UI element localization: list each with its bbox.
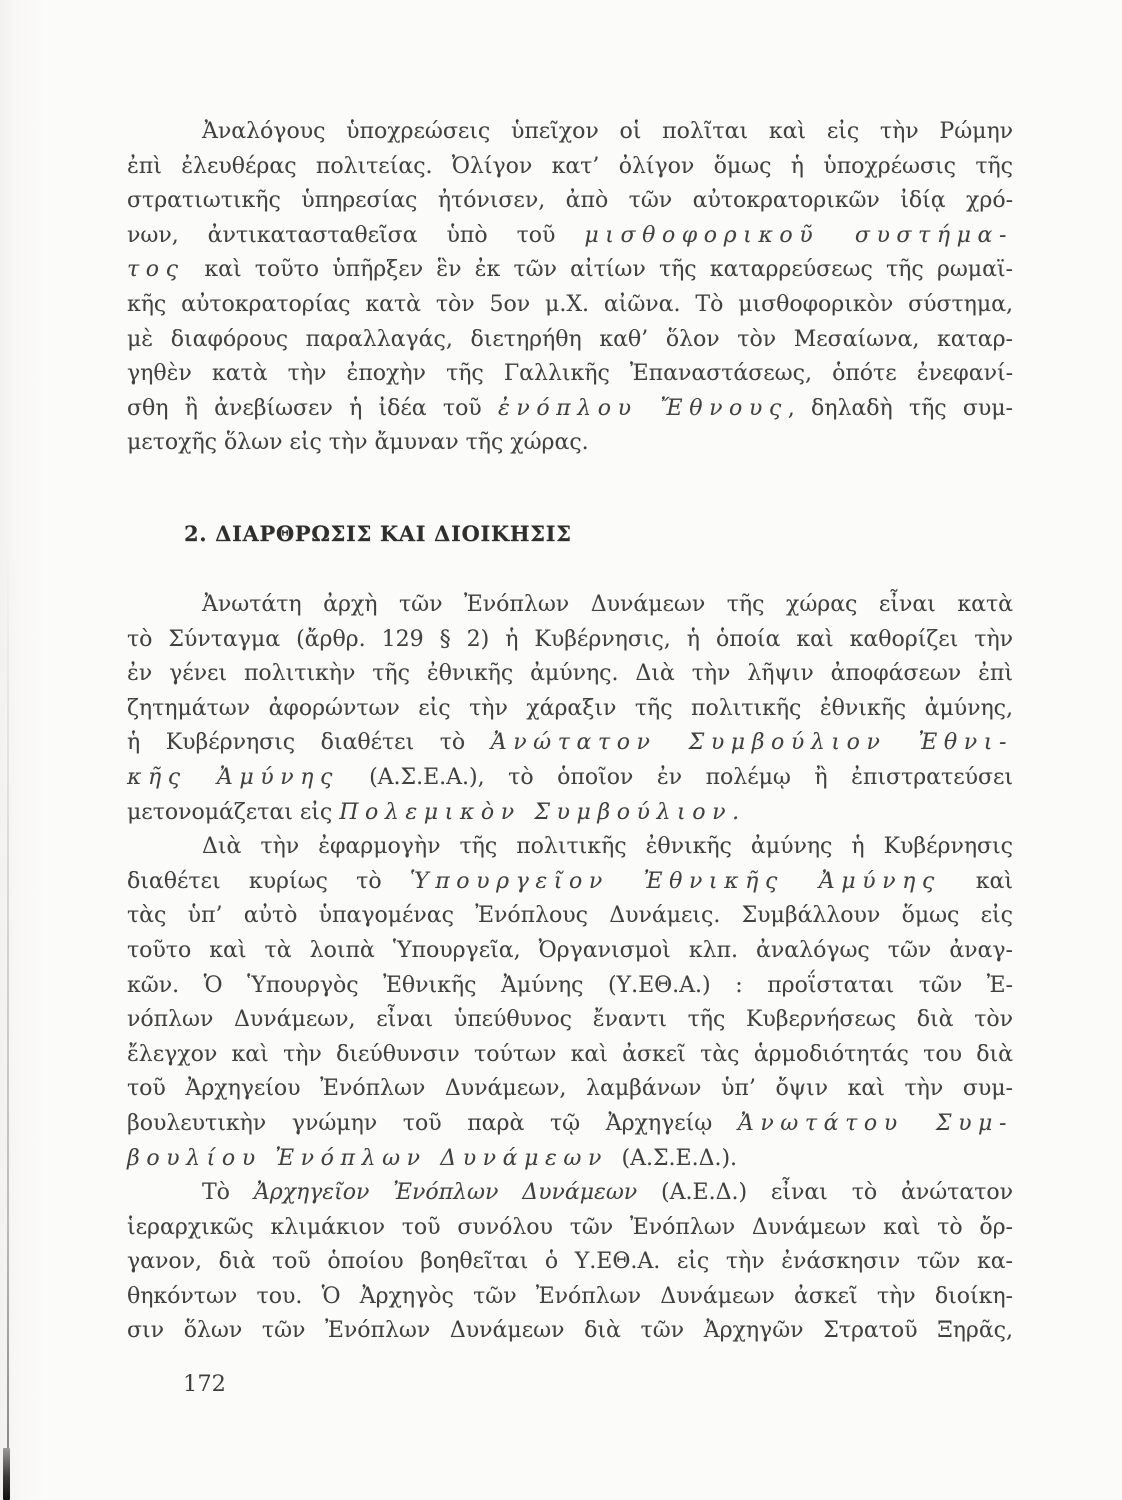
text-segment: τὰς ὑπ’ αὐτὸ ὑπαγομένας Ἐνόπλους Δυνάμεις. Συμβάλλουν ὅμως εἰς [127,903,1013,929]
text-segment: ἔλεγχον καὶ τὴν διεύθυνσιν τούτων καὶ ἀσκεῖ τὰς ἁρμοδιότητάς του διὰ [127,1041,1013,1067]
text-segment: τὸ Σύνταγμα (ἄρθρ. 129 § 2) ἡ Κυβέρνησις, ἡ ὁποία καὶ καθορίζει τὴν [127,626,1013,652]
text-line [127,1142,1013,1177]
intro-paragraph-block [127,115,1013,461]
section-heading: 2. ΔΙΑΡΘΡΩΣΙΣ ΚΑΙ ΔΙΟΙΚΗΣΙΣ [184,521,572,546]
emphasized-spaced-text: Ὑπουργεῖον Ἐθνικῆς Ἀμύνης [409,868,976,894]
text-line [127,219,1013,254]
text-segment: κῆς αὐτοκρατορίας κατὰ τὸν 5ον μ.Χ. αἰῶνα. Τὸ μισθοφορικὸν σύστημα, [127,291,1013,317]
page-number: 172 [183,1371,226,1397]
text-line [127,1280,1013,1315]
text-segment: μετονομάζεται εἰς [127,799,340,825]
text-segment: Τὸ [202,1180,254,1206]
paragraph [127,830,1013,1176]
text-segment: ἐν γένει πολιτικὴν τῆς ἐθνικῆς ἀμύνης. Διὰ τὴν λῆψιν ἀποφάσεων ἐπὶ [127,661,1013,687]
emphasized-spaced-text: Πολεμικὸν Συμβούλιον. [339,799,746,825]
text-line [127,1245,1013,1280]
text-line [127,1107,1013,1142]
text-segment: καὶ [975,868,1013,894]
text-line [127,623,1013,658]
emphasized-spaced-text: τος [127,257,205,283]
text-line [127,1072,1013,1107]
text-line [127,288,1013,323]
text-segment: τοῦ Ἀρχηγείου Ἐνόπλων Δυνάμεων, λαμβάνων ὑπ’ ὄψιν καὶ τὴν συμ- [127,1076,1013,1102]
text-line [127,357,1013,392]
text-segment: Ἀνωτάτη ἀρχὴ τῶν Ἐνόπλων Δυνάμεων τῆς χώρας εἶναι κατὰ [202,592,1013,617]
emphasized-spaced-text: Ἀνώτατον Συμβούλιον Ἐθνι- [490,730,1013,756]
text-segment: Ἀναλόγους ὑποχρεώσεις ὑπεῖχον οἱ πολῖται καὶ εἰς τὴν Ρώμην [202,119,1013,144]
text-line [127,323,1013,358]
text-line [127,1038,1013,1073]
text-line [127,1314,1013,1349]
text-line [127,657,1013,692]
text-segment: ζητημάτων ἀφορώντων εἰς τὴν χάραξιν τῆς πολιτικῆς ἐθνικῆς ἀμύνης, [127,695,1013,721]
text-segment: , δηλαδὴ τῆς συμ- [787,395,1013,421]
text-line [127,392,1013,427]
text-line [127,426,1013,461]
text-segment: θηκόντων του. Ὁ Ἀρχηγὸς τῶν Ἐνόπλων Δυνάμεων ἀσκεῖ τὴν διοίκη- [127,1283,1013,1309]
text-segment: σθη ἢ ἀνεβίωσεν ἡ ἰδέα τοῦ [127,395,498,421]
text-segment: ἐπὶ ἐλευθέρας πολιτείας. Ὀλίγον κατ’ ὀλίγον ὅμως ἡ ὑποχρέωσις τῆς [127,153,1013,179]
text-segment: βουλευτικὴν γνώμην τοῦ παρὰ τῷ Ἀρχηγείῳ [127,1110,738,1136]
text-segment: σιν ὅλων τῶν Ἐνόπλων Δυνάμεων διὰ τῶν Ἀρχηγῶν Στρατοῦ Ξηρᾶς, [127,1318,1013,1344]
text-line [127,1176,1013,1211]
italic-text: Ἀρχηγεῖον Ἐνόπλων Δυνάμεων [253,1180,662,1206]
emphasized-spaced-text: ἐνόπλου Ἔθνους [497,395,788,421]
text-segment: νων, ἀντικατασταθεῖσα ὑπὸ τοῦ [127,222,585,248]
text-segment: (Α.Ε.Δ.) εἶναι τὸ ἀνώτατον [661,1180,1013,1206]
paragraph [127,1176,1013,1349]
text-line [127,253,1013,288]
text-line [127,969,1013,1004]
text-segment: νόπλων Δυνάμεων, εἶναι ὑπεύθυνος ἔναντι τῆς Κυβερνήσεως διὰ τὸν [127,1007,1013,1033]
text-line [127,761,1013,796]
text-segment: διαθέτει κυρίως τὸ [127,868,410,894]
text-line [127,830,1013,865]
text-segment: τοῦτο καὶ τὰ λοιπὰ Ὑπουργεῖα, Ὀργανισμοὶ κλπ. ἀναλόγως τῶν ἀναγ- [127,937,1013,963]
paragraph [127,115,1013,461]
text-line [127,865,1013,900]
emphasized-spaced-text: κῆς Ἀμύνης [127,764,370,790]
paragraph [127,588,1013,830]
text-segment: καὶ τοῦτο ὑπῆρξεν ἓν ἐκ τῶν αἰτίων τῆς καταρρεύσεως τῆς ρωμαϊ- [204,257,1013,283]
text-segment: (Α.Σ.Ε.Δ.). [621,1145,738,1171]
text-segment: γανον, διὰ τοῦ ὁποίου βοηθεῖται ὁ Υ.ΕΘ.Α. εἰς τὴν ἐνάσκησιν τῶν κα- [127,1249,1013,1275]
text-line [127,934,1013,969]
text-line [127,796,1013,831]
text-line [127,726,1013,761]
text-line [127,692,1013,727]
emphasized-spaced-text: Ἀνωτάτου Συμ- [737,1110,1013,1136]
text-segment: ἱεραρχικῶς κλιμάκιον τοῦ συνόλου τῶν Ἐνόπλων Δυνάμεων καὶ τὸ ὄρ- [127,1214,1013,1240]
text-line [127,899,1013,934]
text-line [127,1003,1013,1038]
text-line [127,588,1013,623]
text-segment: (Α.Σ.Ε.Α.), τὸ ὁποῖον ἐν πολέμῳ ἢ ἐπιστρατεύσει [369,764,1014,790]
text-segment: ἡ Κυβέρνησις διαθέτει τὸ [127,730,491,756]
text-line [127,184,1013,219]
scan-edge-artifact [7,540,9,1452]
text-line [127,150,1013,185]
emphasized-spaced-text: βουλίου Ἐνόπλων Δυνάμεων [127,1145,622,1171]
section-paragraphs-block [127,588,1013,1349]
text-line [127,1211,1013,1246]
text-segment: γηθὲν κατὰ τὴν ἐποχὴν τῆς Γαλλικῆς Ἐπαναστάσεως, ὁπότε ἐνεφανί- [127,361,1013,387]
text-segment: μὲ διαφόρους παραλλαγάς, διετηρήθη καθ’ ὅλον τὸν Μεσαίωνα, καταρ- [127,326,1013,352]
text-segment: μετοχῆς ὅλων εἰς τὴν ἄμυναν τῆς χώρας. [127,430,589,456]
text-line [127,115,1013,150]
text-segment: κῶν. Ὁ Ὑπουργὸς Ἐθνικῆς Ἀμύνης (Υ.ΕΘ.Α.) : προΐσταται τῶν Ἐ- [127,972,1013,998]
emphasized-spaced-text: μισθοφορικοῦ συστήμα- [584,222,1013,248]
text-segment: στρατιωτικῆς ὑπηρεσίας ἠτόνισεν, ἀπὸ τῶν αὐτοκρατορικῶν ἰδίᾳ χρό- [127,188,1013,214]
text-segment: Διὰ τὴν ἐφαρμογὴν τῆς πολιτικῆς ἐθνικῆς ἀμύνης ἡ Κυβέρνησις [202,834,1013,860]
scan-corner-mark [3,1448,10,1500]
